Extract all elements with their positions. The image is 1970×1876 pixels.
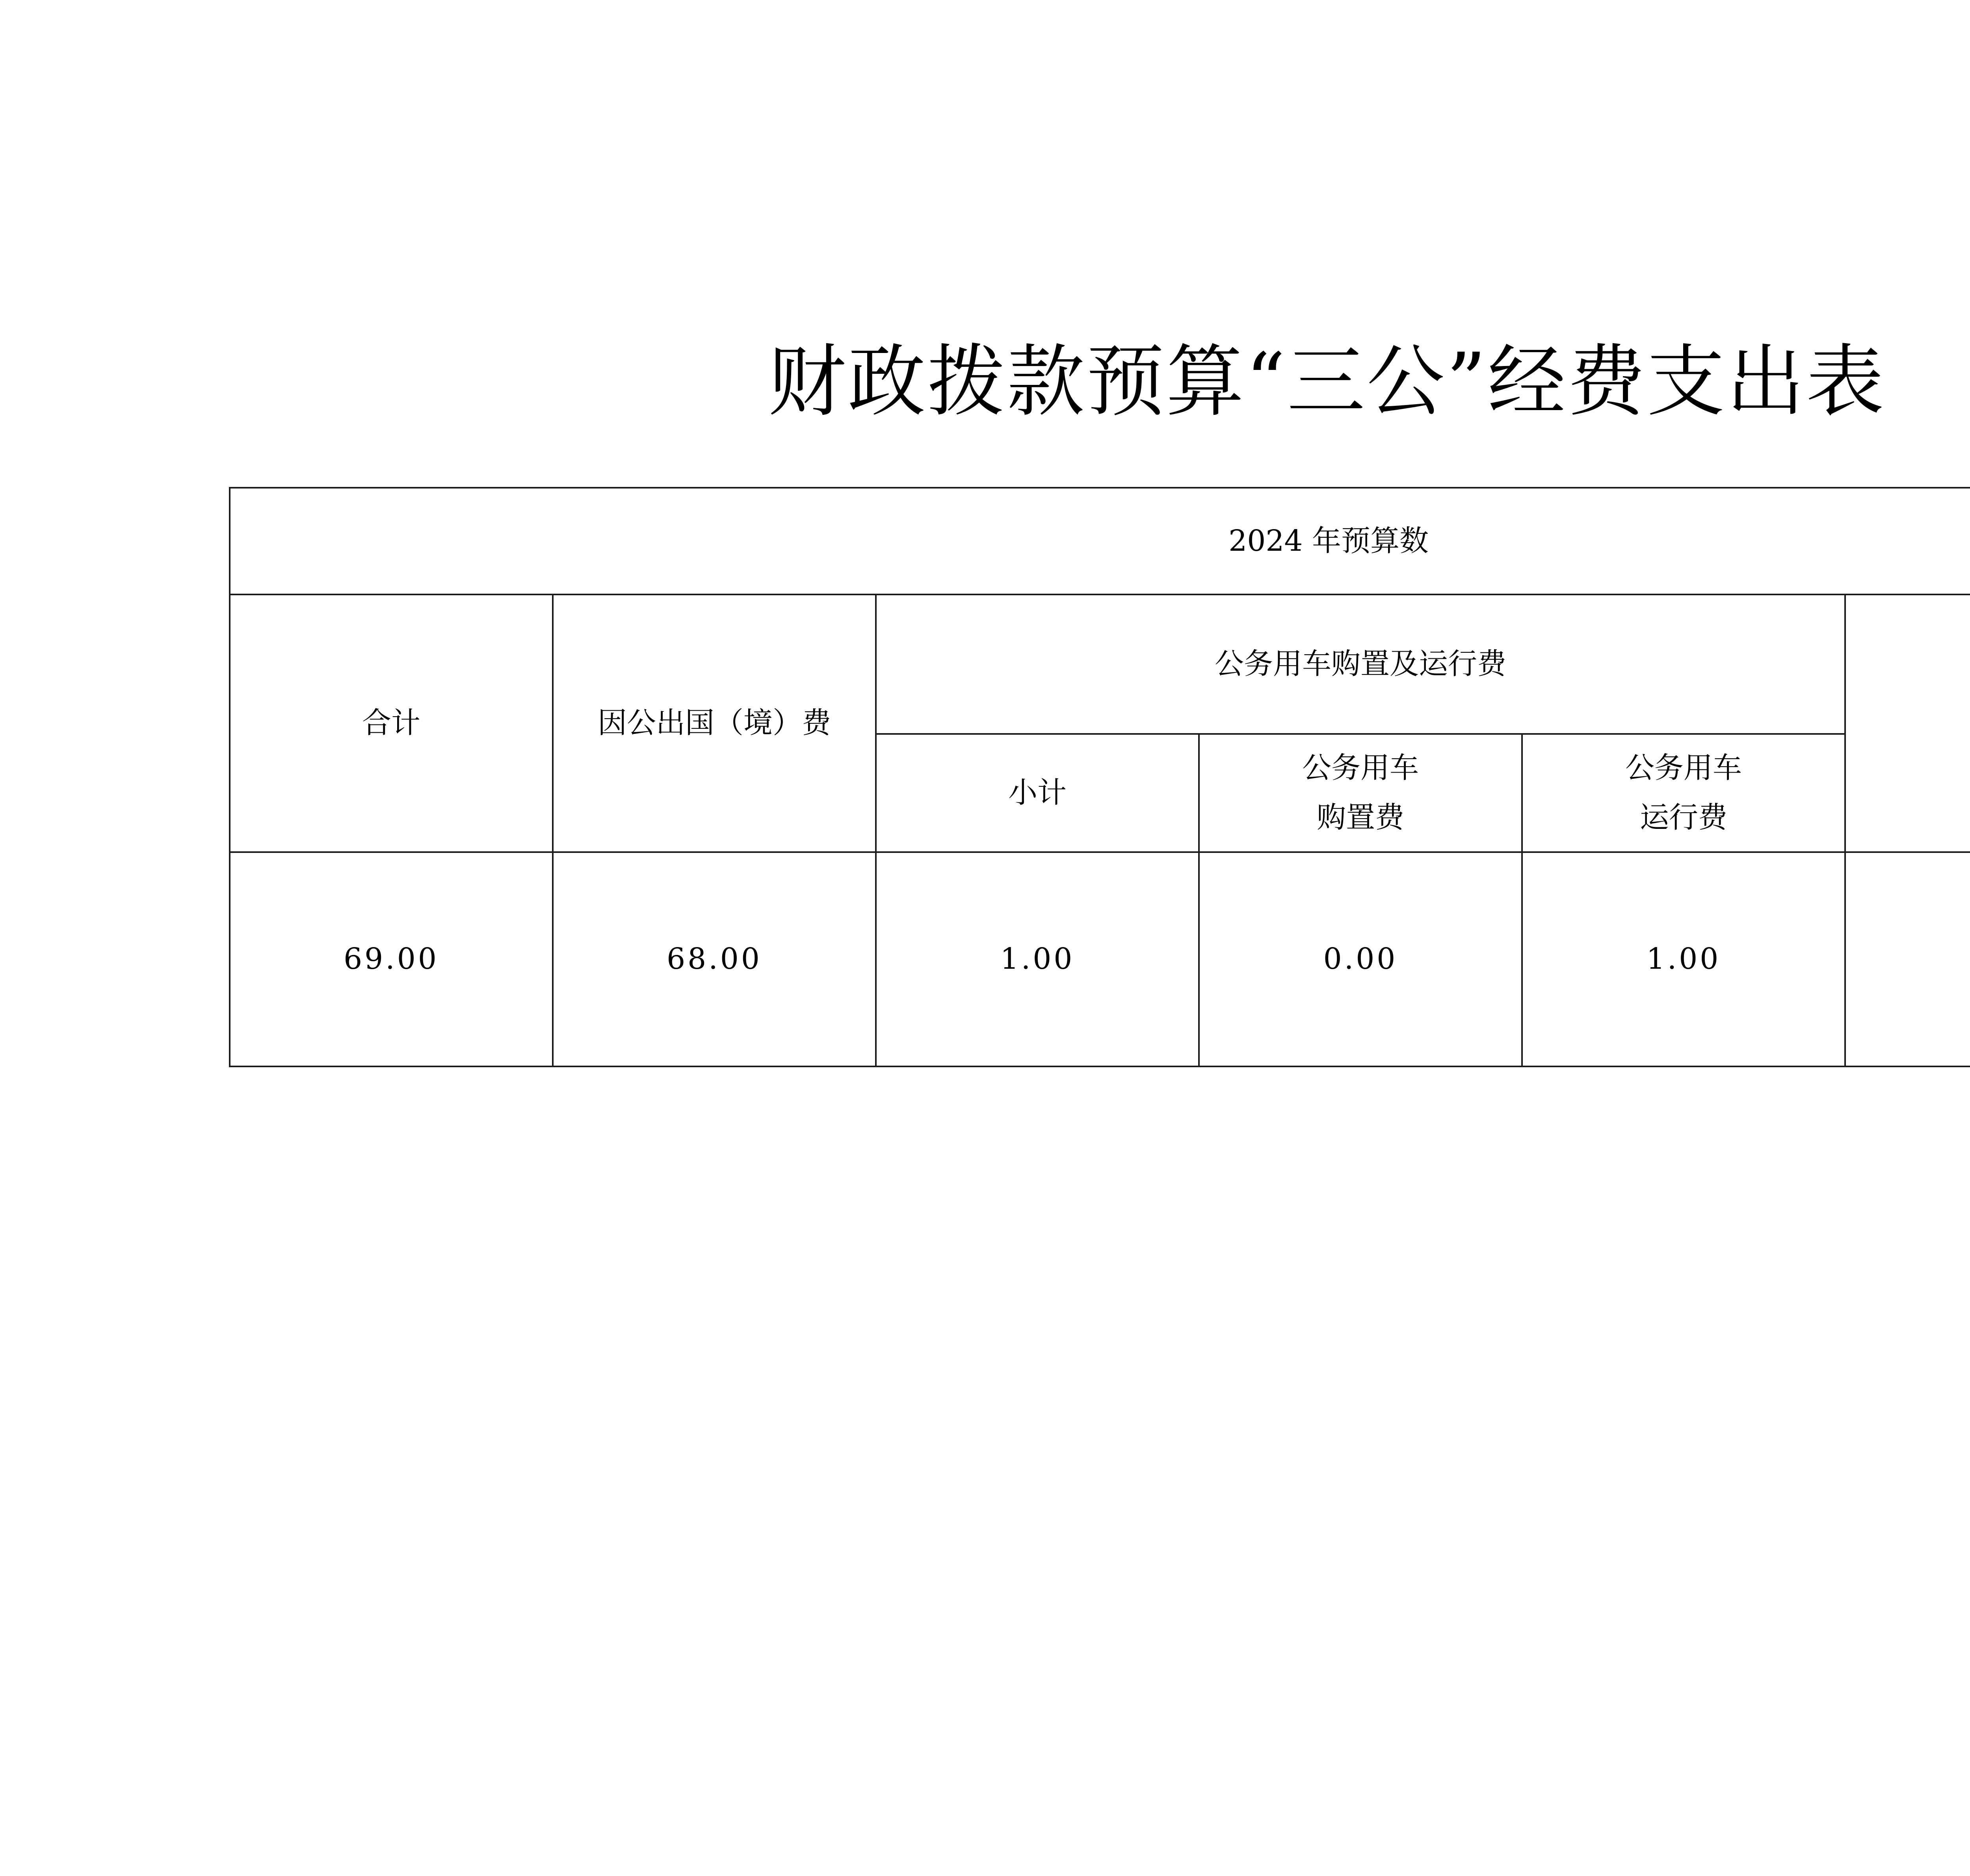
value-overseas: 68.00 [553, 852, 876, 1066]
header-vehicle-purchase [1199, 734, 1522, 852]
value-vehicle-operation: 1.00 [1522, 852, 1845, 1066]
header-overseas: 因公出国（境）费 [553, 594, 876, 852]
table-row [230, 852, 1970, 1066]
header-vehicle-purchase-line2: 购置费 [1317, 801, 1404, 834]
header-vehicle-operation-line2: 运行费 [1640, 801, 1727, 834]
header-row-1 [230, 594, 1970, 734]
year-header-row [230, 488, 1970, 594]
value-vehicle-purchase: 0.00 [1199, 852, 1522, 1066]
header-vehicle-group: 公务用车购置及运行费 [876, 594, 1845, 734]
header-vehicle-purchase-line1: 公务用车 [1302, 751, 1419, 785]
header-vehicle-operation-line1: 公务用车 [1625, 751, 1742, 785]
value-vehicle-subtotal: 1.00 [876, 852, 1199, 1066]
value-total: 69.00 [230, 852, 553, 1066]
year-header-cell: 2024 年预算数 [230, 488, 1970, 594]
budget-table [229, 487, 1970, 1067]
header-reception [1845, 594, 1970, 852]
value-reception [1845, 852, 1970, 1066]
header-total: 合计 [230, 594, 553, 852]
header-vehicle-subtotal: 小计 [876, 734, 1199, 852]
page-title: 财政拨款预算“三公”经费支出表 [768, 336, 1886, 427]
header-vehicle-operation [1522, 734, 1845, 852]
